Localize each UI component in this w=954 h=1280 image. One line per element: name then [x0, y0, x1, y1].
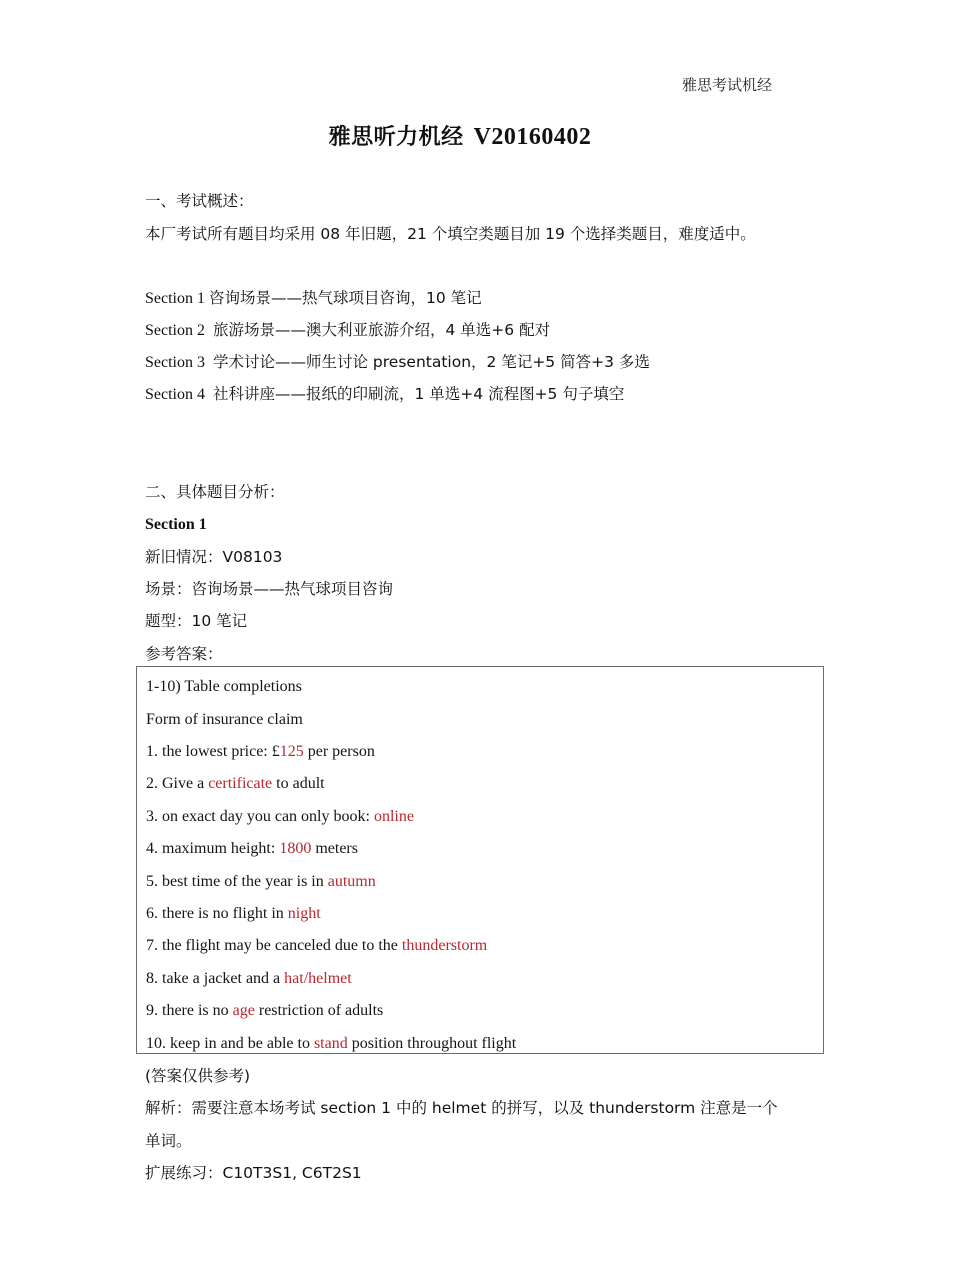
extension-practice: 扩展练习：C10T3S1, C6T2S1	[145, 1164, 362, 1182]
answer-item	[146, 1001, 383, 1021]
section-label: Section 3	[145, 354, 205, 371]
answer-item	[146, 839, 358, 859]
answer-text: 7. the flight may be canceled due to the	[146, 937, 402, 955]
answer-item	[146, 904, 321, 924]
answer-text: 5. best time of the year is in	[146, 872, 328, 890]
explanation-line-2: 单词。	[145, 1132, 192, 1150]
answer-text: 2. Give a	[146, 775, 209, 793]
answer-value: certificate	[208, 775, 273, 793]
section-text: 社科讲座——报纸的印刷流，1 单选+4 流程图+5 句子填空	[213, 385, 625, 403]
answer-text: meters	[311, 840, 358, 858]
section-label: Section 2	[145, 322, 205, 339]
answer-box-heading: 1-10) Table completions	[146, 678, 302, 695]
answer-text: per person	[303, 743, 375, 760]
disclaimer: (答案仅供参考)	[145, 1067, 251, 1085]
answers-label: 参考答案：	[145, 645, 223, 663]
answer-box	[136, 666, 824, 1054]
answer-box-subheading: Form of insurance claim	[146, 711, 303, 728]
overview-heading: 一、考试概述：	[145, 192, 254, 210]
answer-value: stand	[313, 1034, 348, 1052]
answer-value: 125	[279, 743, 304, 760]
title-version: V20160402	[473, 124, 592, 150]
new-old-status: 新旧情况：V08103	[145, 548, 283, 566]
running-header: 雅思考试机经	[682, 76, 773, 94]
section-summary-2	[145, 320, 550, 341]
answer-text: 10. keep in and be able to	[146, 1034, 314, 1052]
section-summary-3	[145, 352, 650, 373]
title-main: 雅思听力机经	[328, 125, 464, 150]
section-text: 旅游场景——澳大利亚旅游介绍，4 单选+6 配对	[213, 321, 551, 339]
answer-item	[146, 774, 325, 794]
answer-text: 4. maximum height:	[146, 840, 280, 858]
scene: 场景：咨询场景——热气球项目咨询	[145, 580, 394, 598]
answer-value: night	[287, 905, 321, 922]
section-text: 学术讨论——师生讨论 presentation，2 笔记+5 简答+3 多选	[213, 353, 650, 371]
answer-text: 3. on exact day you can only book:	[146, 807, 374, 825]
answer-text: position throughout flight	[347, 1034, 517, 1052]
answer-text: 1. the lowest price: £	[146, 743, 280, 760]
analysis-heading: 二、具体题目分析：	[145, 483, 285, 501]
question-type: 题型：10 笔记	[145, 612, 248, 630]
answer-text: 8. take a jacket and a	[146, 969, 285, 987]
answer-text: restriction of adults	[254, 1002, 384, 1020]
answer-item	[146, 807, 414, 827]
answer-text: 9. there is no	[146, 1002, 233, 1020]
answer-text: to adult	[272, 775, 325, 793]
analysis-section-title: Section 1	[145, 516, 207, 533]
answer-item	[146, 969, 352, 989]
explanation-line-1: 解析：需要注意本场考试 section 1 中的 helmet 的拼写，以及 thunderstorm 注意是一个	[145, 1099, 778, 1117]
section-summary-1	[145, 288, 482, 309]
section-label: Section 1	[145, 290, 205, 307]
section-label: Section 4	[145, 386, 205, 403]
section-summary-4	[145, 384, 624, 405]
answer-item	[146, 742, 375, 762]
answer-value: online	[373, 807, 414, 825]
answer-value: 1800	[279, 840, 312, 858]
section-text: 咨询场景——热气球项目咨询，10 笔记	[209, 289, 482, 307]
answer-item	[146, 936, 487, 956]
answer-item	[146, 872, 376, 892]
answer-value: age	[232, 1002, 255, 1020]
overview-summary: 本厂考试所有题目均采用 08 年旧题，21 个填空类题目加 19 个选择类题目，难度适中。	[145, 225, 756, 243]
answer-value: thunderstorm	[401, 937, 488, 955]
answer-text: 6. there is no flight in	[146, 905, 288, 922]
answer-value: hat/helmet	[284, 969, 352, 987]
answer-item	[146, 1034, 516, 1054]
answer-value: autumn	[327, 872, 376, 890]
page-title	[0, 120, 920, 151]
